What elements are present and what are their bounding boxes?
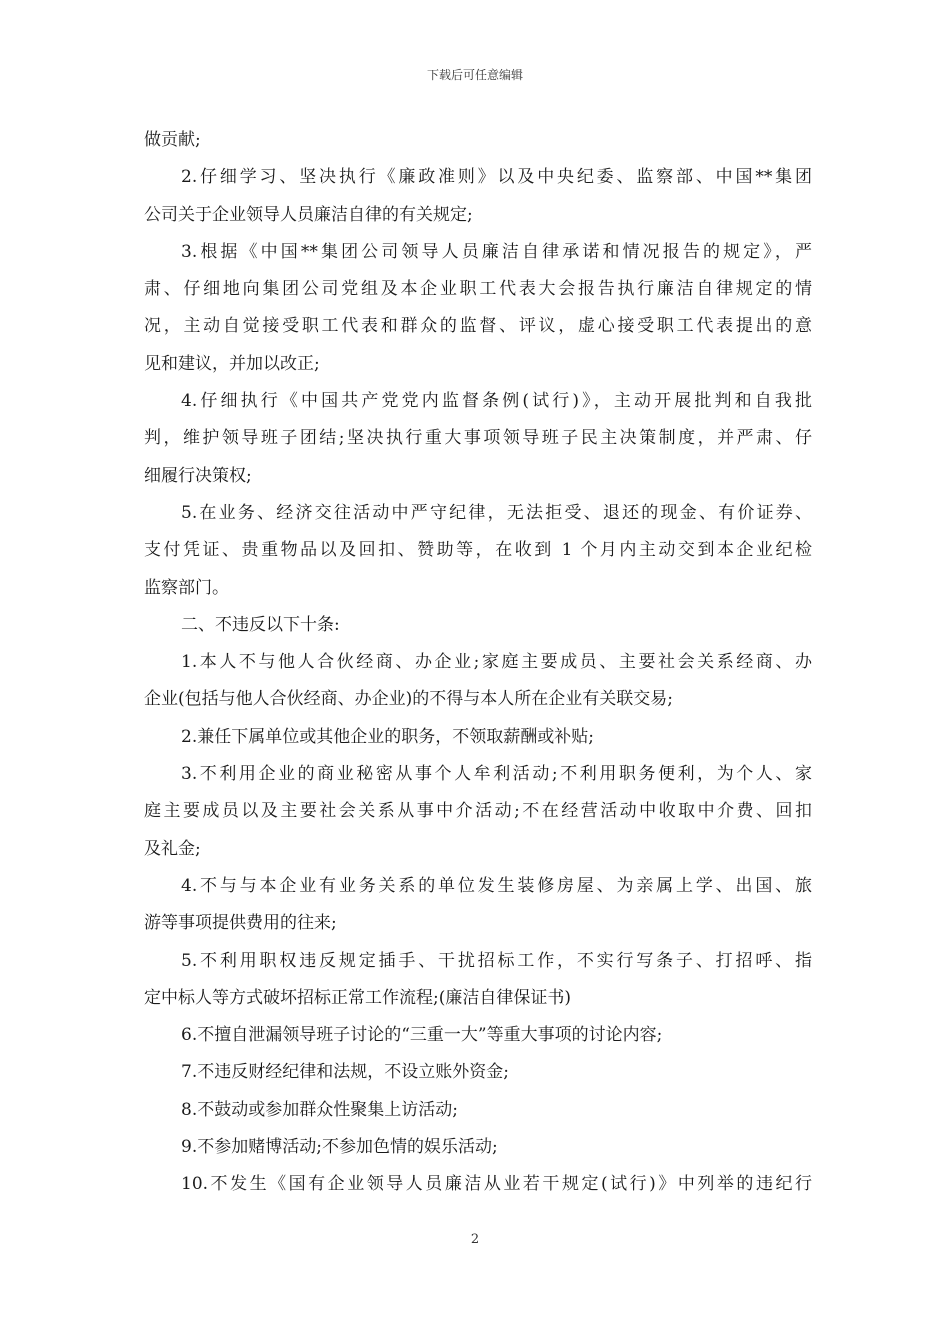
text-line: 2.仔细学习、坚决执行《廉政准则》以及中央纪委、监察部、中国**集团 (181, 167, 812, 188)
text-line: 1.本人不与他人合伙经商、办企业;家庭主要成员、主要社会关系经商、办 (181, 652, 812, 673)
text-line: 6.不擅自泄漏领导班子讨论的“三重一大”等重大事项的讨论内容; (181, 1025, 663, 1046)
text-line: 7.不违反财经纪律和法规，不设立账外资金; (181, 1062, 509, 1083)
text-line: 庭主要成员以及主要社会关系从事中介活动;不在经营活动中收取中介费、回扣 (144, 801, 812, 822)
document-body (144, 122, 812, 1204)
text-line: 5.在业务、经济交往活动中严守纪律，无法拒受、退还的现金、有价证券、 (181, 502, 812, 523)
text-line: 9.不参加赌博活动;不参加色情的娱乐活动; (181, 1137, 498, 1158)
text-line: 监察部门。 (144, 577, 229, 598)
text-line: 判，维护领导班子团结;坚决执行重大事项领导班子民主决策制度，并严肃、仔 (144, 428, 812, 449)
text-line: 4.不与与本企业有业务关系的单位发生装修房屋、为亲属上学、出国、旅 (181, 875, 812, 896)
text-line: 8.不鼓动或参加群众性聚集上访活动; (181, 1099, 458, 1120)
text-line: 3.不利用企业的商业秘密从事个人牟利活动;不利用职务便利，为个人、家 (181, 764, 812, 785)
text-line: 二、不违反以下十条: (181, 614, 340, 635)
text-line: 10.不发生《国有企业领导人员廉洁从业若干规定(试行)》中列举的违纪行 (181, 1174, 812, 1195)
text-line: 5.不利用职权违反规定插手、干扰招标工作，不实行写条子、打招呼、指 (181, 950, 812, 971)
text-line: 细履行决策权; (144, 465, 252, 486)
page-number: 2 (470, 1232, 480, 1247)
text-line: 游等事项提供费用的往来; (144, 913, 337, 934)
text-line: 定中标人等方式破坏招标正常工作流程;(廉洁自律保证书) (144, 987, 571, 1008)
text-line: 3.根据《中国**集团公司领导人员廉洁自律承诺和情况报告的规定》，严 (181, 241, 812, 262)
text-line: 见和建议，并加以改正; (144, 353, 320, 374)
page-header: 下载后可任意编辑 (426, 68, 523, 82)
text-line: 4.仔细执行《中国共产党党内监督条例(试行)》，主动开展批判和自我批 (181, 391, 812, 412)
text-line: 支付凭证、贵重物品以及回扣、赞助等，在收到 1 个月内主动交到本企业纪检 (144, 540, 812, 561)
text-line: 2.兼任下属单位或其他企业的职务，不领取薪酬或补贴; (181, 726, 594, 747)
text-line: 做贡献; (144, 130, 201, 150)
text-line: 肃、仔细地向集团公司党组及本企业职工代表大会报告执行廉洁自律规定的情 (144, 279, 812, 300)
text-line: 企业(包括与他人合伙经商、办企业)的不得与本人所在企业有关联交易; (144, 689, 673, 710)
text-line: 及礼金; (144, 838, 201, 859)
text-line: 公司关于企业领导人员廉洁自律的有关规定; (144, 204, 473, 225)
text-line: 况，主动自觉接受职工代表和群众的监督、评议，虚心接受职工代表提出的意 (144, 316, 812, 337)
